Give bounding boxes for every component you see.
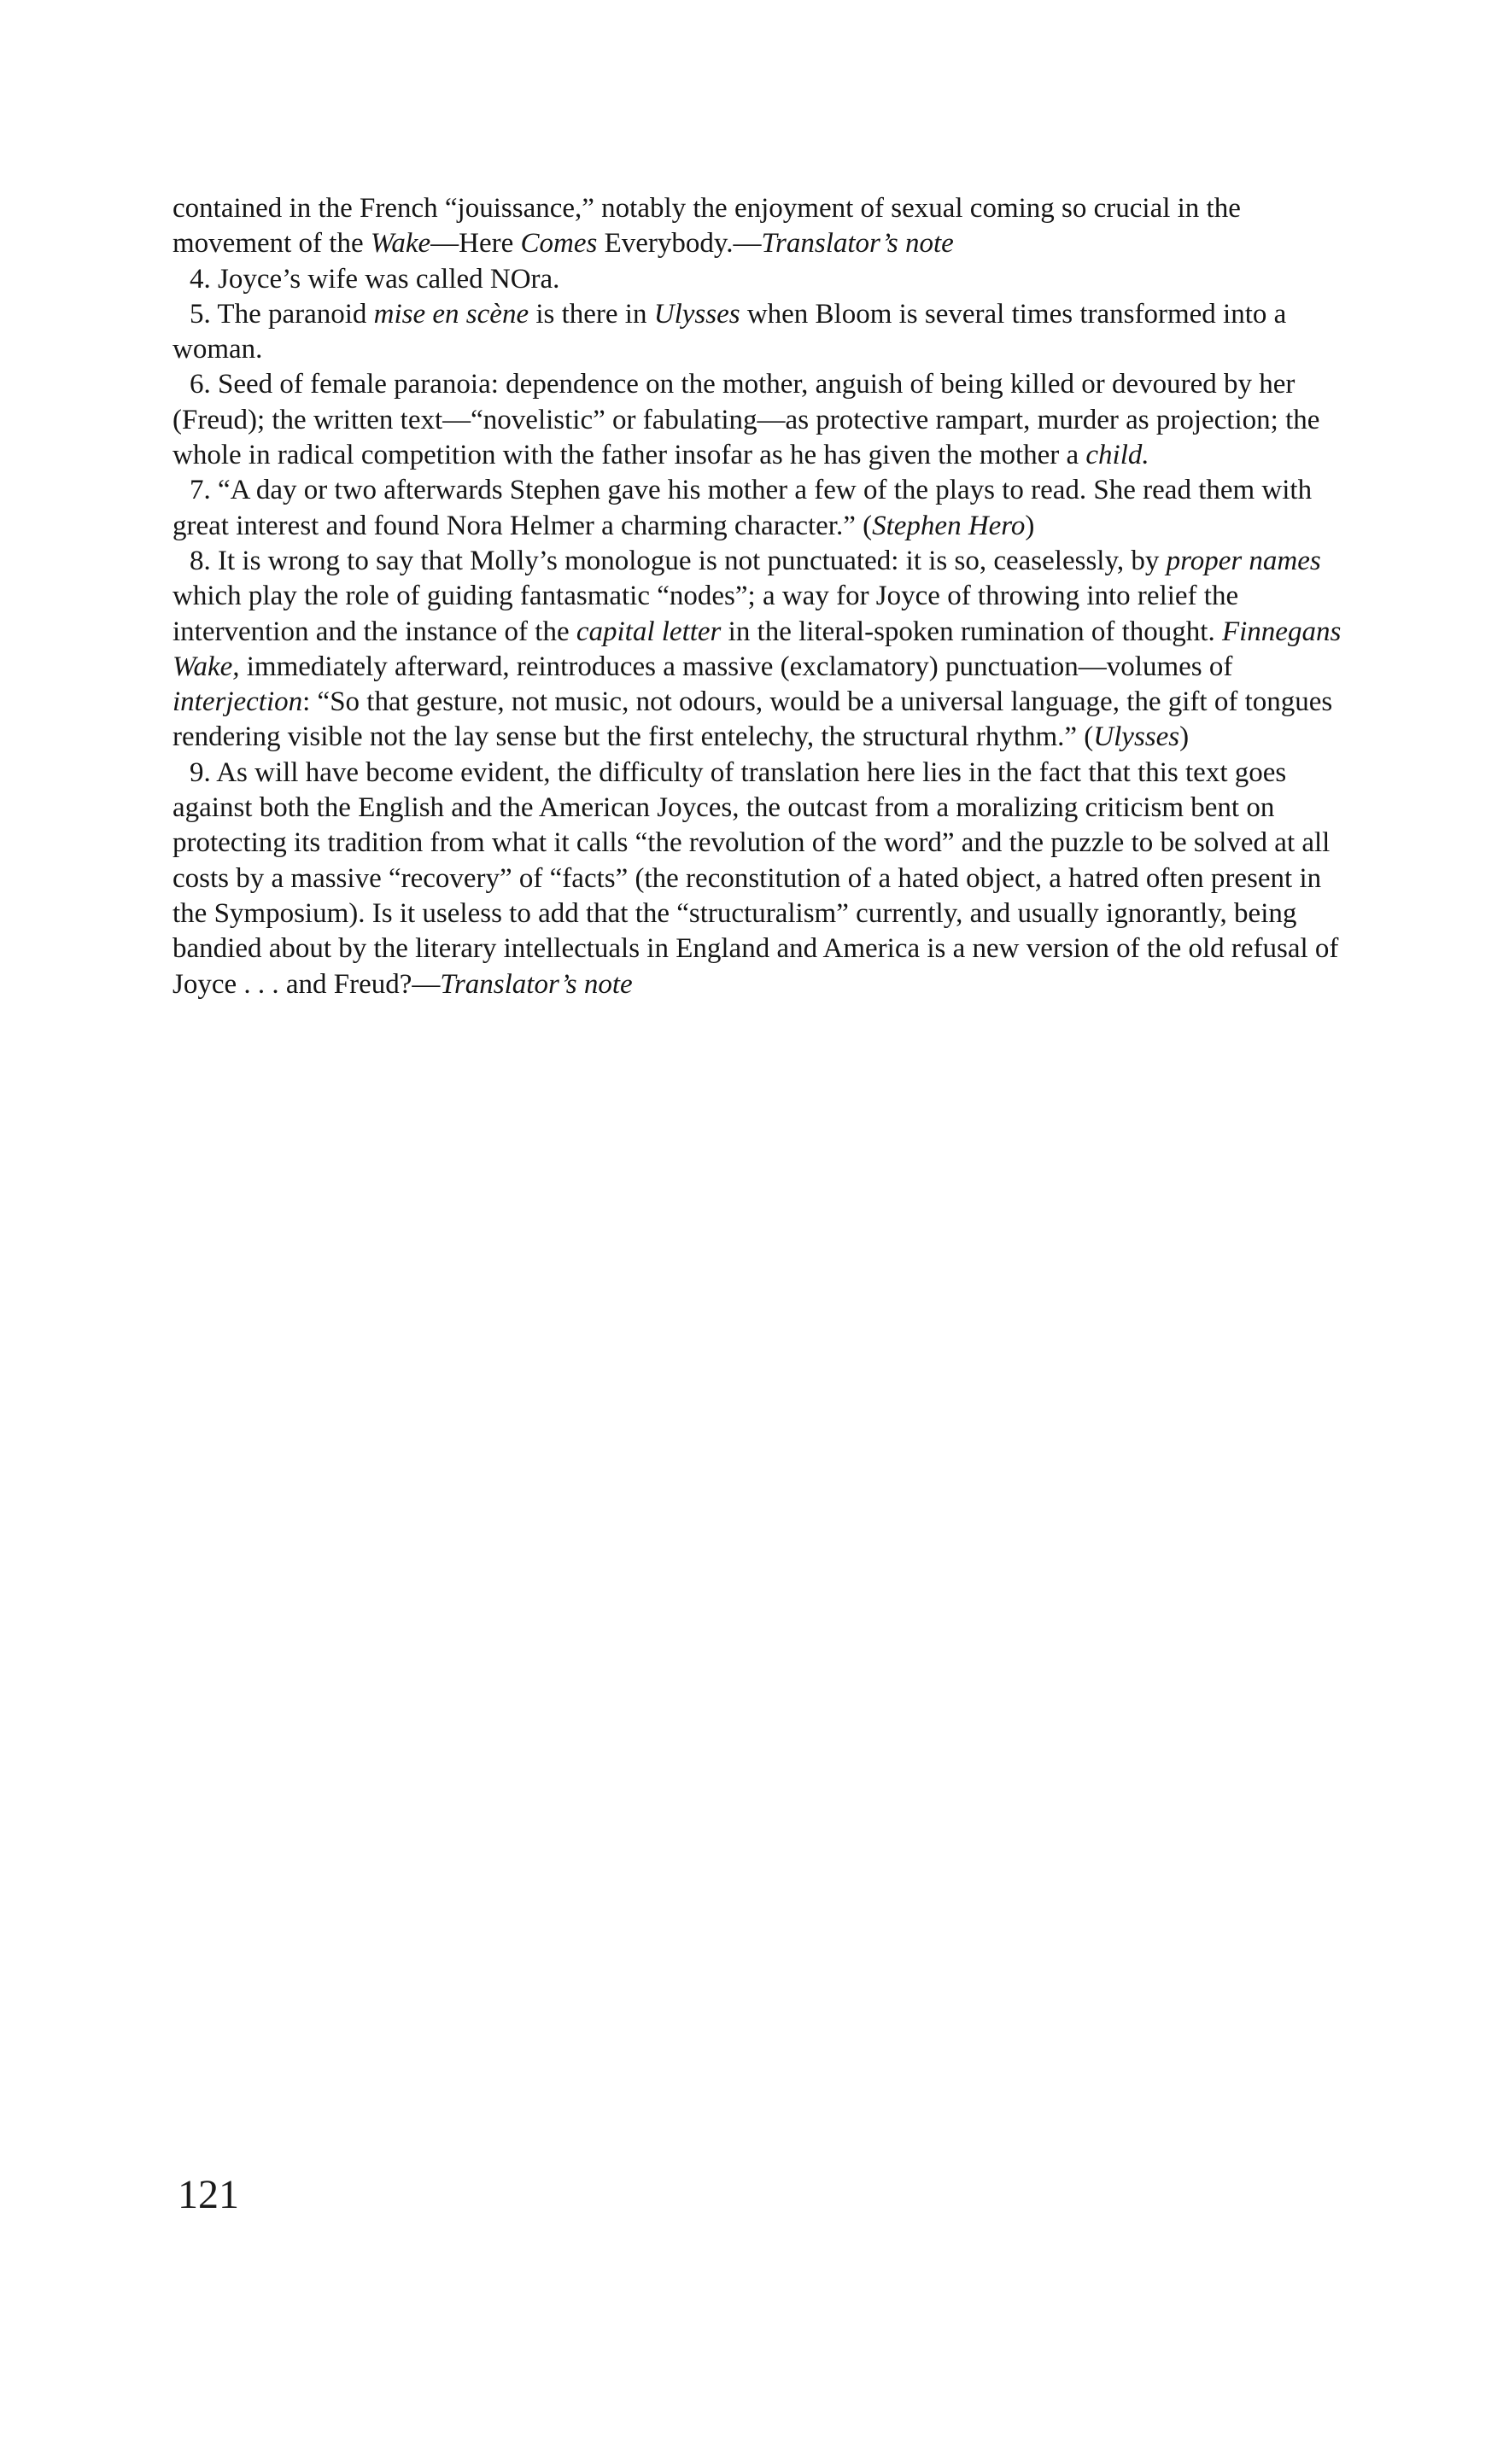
note-number: 5.	[190, 298, 211, 330]
note-6: 6. Seed of female paranoia: dependence on the mother, anguish of being killed or devoured by her (Freud); the written text—“novelistic” or fabulating—as protective rampart, murder as projection; the whole in radical competition with the father insofar as he has given the mother a child.	[173, 369, 1320, 471]
note-9: 9. As will have become evident, the difficulty of translation here lies in the fact that this text goes against both the English and the American Joyces, the outcast from a moralizing criticism bent on protecting its tradition from what it calls “the revolution of the word” and the puzzle to be solved at all costs by a massive “recovery” of “facts” (the reconstitution of a hated object, a hatred often present in the Symposium). Is it useless to add that the “structuralism” currently, and usually ignorantly, being bandied about by the literary intellectuals in England and America is a new version of the old refusal of Joyce . . . and Freud?—Translator’s note	[173, 756, 1339, 1000]
note-5: 5. The paranoid mise en scène is there in Ulysses when Bloom is several times transformed into a woman.	[173, 298, 1287, 365]
note-number: 9.	[190, 756, 211, 788]
note-4: 4. Joyce’s wife was called NOra.	[190, 263, 560, 295]
note-number: 6.	[190, 369, 211, 400]
note-continuation: contained in the French “jouissance,” notably the enjoyment of sexual coming so crucial in the movement of the Wake—Here Comes Everybody.—Translator’s note	[173, 193, 1241, 260]
note-7: 7. “A day or two afterwards Stephen gave his mother a few of the plays to read. She read them with great interest and found Nora Helmer a charming character.” (Stephen Hero)	[173, 475, 1313, 541]
note-8: 8. It is wrong to say that Molly’s monologue is not punctuated: it is so, ceaselessly, by proper names which play the role of guiding fantasmatic “nodes”; a way for Joyce of throwing into relief the intervention and the instance of the capital letter in the literal-spoken rumination of thought. Finnegans Wake, immediately afterward, reintroduces a massive (exclamatory) punctuation—volumes of interjection: “So that gesture, not music, not odours, would be a universal language, the gift of tongues rendering visible not the lay sense but the first entelechy, the structural rhythm.” (Ulysses)	[173, 545, 1342, 753]
note-number: 7.	[190, 475, 211, 506]
page-number: 121	[178, 2172, 239, 2217]
note-number: 8.	[190, 545, 211, 576]
endnotes-block	[173, 191, 1349, 1002]
note-number: 4.	[190, 263, 211, 295]
